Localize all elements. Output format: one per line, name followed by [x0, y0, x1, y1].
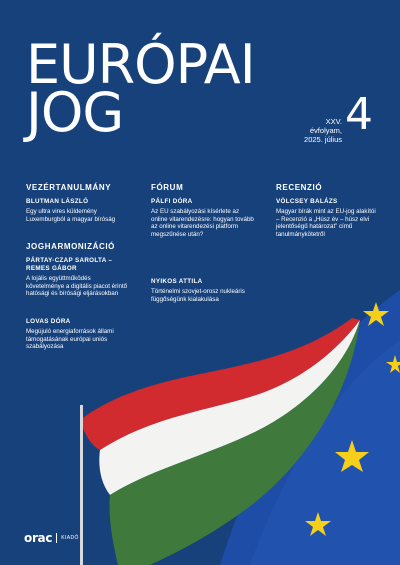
publisher-mark: orac	[24, 531, 53, 545]
section-heading-forum: FÓRUM	[151, 183, 184, 192]
article-author: PÁLFI DÓRA	[151, 198, 193, 205]
article-title: Történelmi szovjet-orosz nukleáris függőségünk kialakulása	[151, 288, 245, 303]
article-title: A lojális együttműködés követelménye a digitális piacot érintő hatósági és bírósági eljárásokban	[26, 275, 128, 298]
article-author: BLUTMAN LÁSZLÓ	[26, 198, 89, 205]
publisher-name: KIADÓ	[61, 535, 79, 541]
article-author: NYIKOS ATTILA	[151, 278, 203, 285]
article-title: Magyar bírák mint az EU-jog alakítói – Recenzió a „Húsz év – húsz elvi jelentőségű határozat” című tanulmánykötetről	[276, 208, 376, 238]
article-author: VÖLCSEY BALÁZS	[276, 198, 338, 205]
publisher-divider	[56, 533, 57, 543]
article-title: Az EU szabályozási kísérlete az online vitarendezésre: hogyan tovább az online vitarendezési platform megszűnése után?	[151, 208, 254, 238]
section-heading-jogharmonizacio: JOGHARMONIZÁCIÓ	[26, 242, 115, 251]
section-heading-recenzio: RECENZIÓ	[276, 183, 323, 192]
publisher-logo	[24, 531, 79, 545]
article-author: LOVAS DÓRA	[26, 318, 71, 325]
section-heading-vezertanulmany: VEZÉRTANULMÁNY	[26, 183, 112, 192]
journal-title-line2: JOG	[26, 81, 124, 144]
article-author: PÁRTAY-CZAP SAROLTA – REMES GÁBOR	[26, 257, 113, 272]
article-title: Egy ultra vires küldemény Luxemburgból a magyar bíróság	[26, 208, 116, 223]
flagpole	[80, 405, 83, 565]
article-title: Megújuló energiaforrások állami támogatásának európai uniós szabályozása	[26, 328, 114, 351]
journal-title-line1: EURÓPAI	[26, 33, 255, 96]
issue-number: 4	[345, 89, 373, 140]
volume-label: XXV. évfolyam,	[309, 117, 342, 135]
issue-date: 2025. július	[304, 135, 342, 144]
